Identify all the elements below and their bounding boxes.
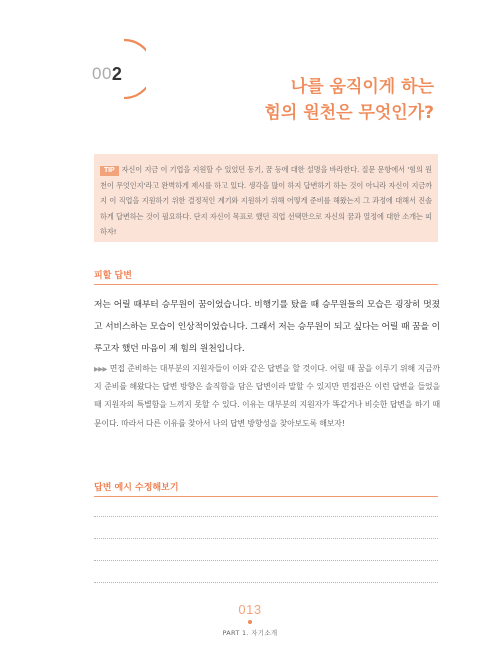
tip-box: [94, 154, 438, 242]
footer-section-title: PART 1. 자기소개: [222, 629, 278, 637]
avoid-answer-divider: [94, 284, 438, 285]
question-number: [92, 58, 122, 90]
question-number-last: 2: [111, 63, 122, 84]
writing-line: [94, 538, 438, 539]
question-title-line-1: 나를 움직이게 하는: [290, 77, 434, 97]
question-title-line-2: 힘의 원천은 무엇인가?: [264, 103, 434, 123]
writing-line: [94, 582, 438, 583]
tip-paragraph: [100, 162, 432, 240]
avoid-answer-text: 저는 어릴 때부터 승무원이 꿈이었습니다. 비행기를 탔을 때 승무원들의 모습은 굉장히 멋졌고 서비스하는 모습이 인상적이었습니다. 그래서 저는 승무원이 되고 싶다는 어릴 때 꿈을 이루고자 했던 마음이 제 힘의 원천입니다.: [94, 300, 440, 354]
edit-answer-label: 답변 예시 수정해보기: [94, 480, 179, 496]
page-number: 013: [238, 602, 262, 617]
question-number-prefix: 00: [92, 64, 112, 83]
avoid-answer-label: 피할 답변: [94, 268, 132, 284]
writing-line: [94, 516, 438, 517]
avoid-answer-comment: [94, 360, 440, 433]
writing-line: [94, 560, 438, 561]
comment-arrow-icon: ▶▶▶: [94, 365, 107, 373]
tip-text: 자신이 지금 이 기업을 지원할 수 있었던 동기, 꿈 등에 대한 설명을 바라한다. 질문 문항에서 '힘의 원천이 무엇인지'라고 완벽하게 제시를 하고 있다. 생각을 많이 하지 답변하기 하는 것이 아니라 자신이 지금까지 이 직업을 지원하기 위한 결정적인 계기와 지원하기 위해 어떻게 준비를 해왔는지 그 과정에 대해서 진솔하게 답변하는 것이 필요하다. 단지 자신이 목표로 했던 직업 선택만으로 자신의 꿈과 열정에 대한 소개는 피하자!: [100, 165, 432, 236]
edit-answer-divider: [94, 496, 438, 497]
avoid-answer-comment-text: 면접 준비하는 대부분의 지원자들이 이와 같은 답변을 할 것이다. 어릴 때 꿈을 이루기 위해 지금까지 준비를 해왔다는 답변 방향은 솔직함을 담은 답변이라 말할 수 있지만 면접관은 이런 답변을 들었을 때 지원자의 특별함을 느끼지 못할 수 있다. 이유는 대부분의 지원자가 똑같거나 비슷한 답변을 하기 때문이다. 따라서 다른 이유를 찾아서 나의 답변 방향성을 찾아보도록 해보자!: [94, 364, 440, 428]
tip-badge: TIP: [100, 166, 119, 176]
page-number-dot: [248, 620, 252, 624]
question-title: [265, 74, 435, 126]
